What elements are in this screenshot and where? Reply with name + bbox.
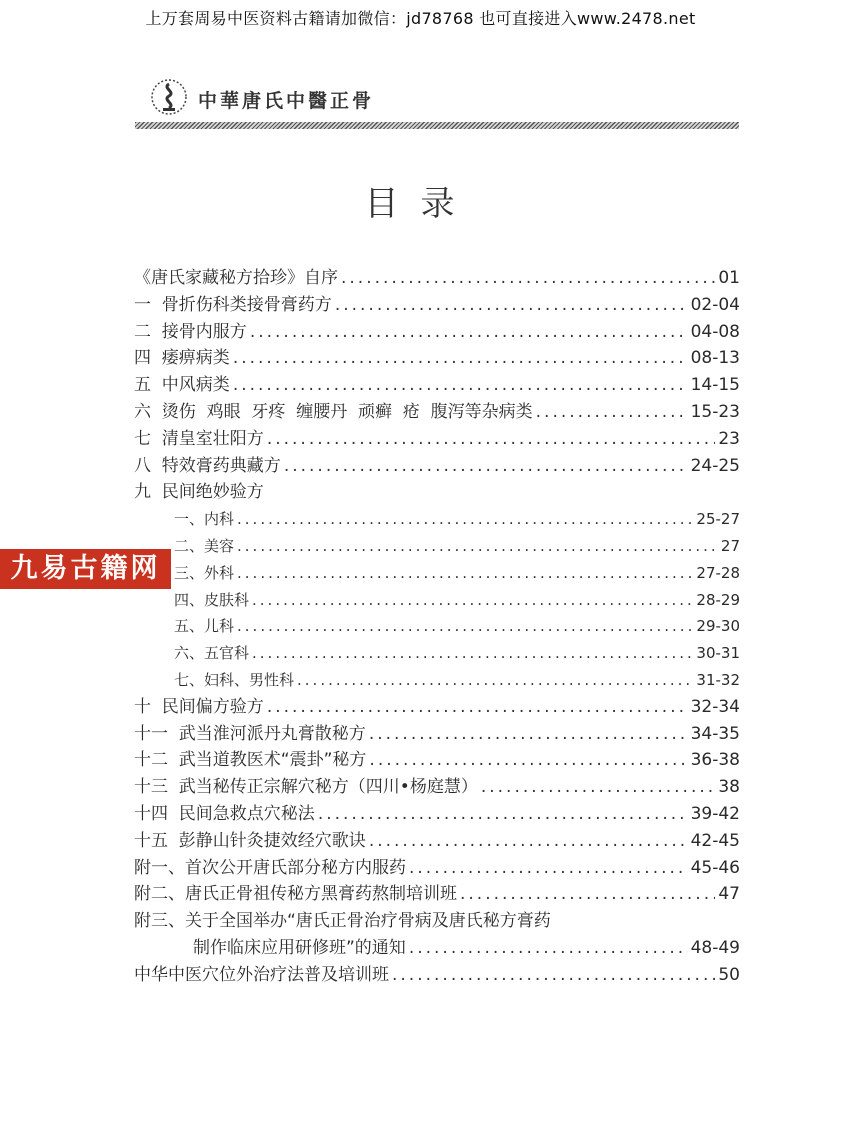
toc-entry-page: 01 bbox=[718, 268, 740, 288]
toc-entry bbox=[174, 588, 740, 612]
toc-entry bbox=[134, 802, 740, 826]
toc-entry bbox=[174, 668, 740, 692]
toc-leader-dots bbox=[237, 561, 693, 585]
toc-leader-dots bbox=[341, 266, 715, 290]
toc-entry-title: 六 烫伤 鸡眼 牙疼 缠腰丹 顽癣 疮 腹泻等杂病类 bbox=[134, 402, 533, 422]
toc-entry-page: 47 bbox=[718, 884, 740, 905]
toc-entry-page: 45-46 bbox=[690, 857, 740, 878]
toc-leader-dots bbox=[460, 882, 715, 906]
toc-entry-page: 42-45 bbox=[690, 830, 740, 851]
toc-leader-dots bbox=[267, 427, 716, 451]
toc-leader-dots bbox=[297, 668, 693, 692]
toc-entry-title: 十五 彭静山针灸捷效经穴歌诀 bbox=[134, 830, 366, 851]
toc-entry-title: 一、内科 bbox=[174, 510, 235, 529]
toc-entry bbox=[134, 882, 740, 906]
toc-entry bbox=[174, 614, 740, 638]
toc-entry-page: 29-30 bbox=[696, 617, 740, 636]
toc-entry-page: 36-38 bbox=[690, 750, 740, 771]
toc-entry-page: 08-13 bbox=[690, 348, 740, 369]
toc-entry bbox=[134, 427, 740, 451]
toc-entry-title: 《唐氏家藏秘方拾珍》自序 bbox=[134, 268, 338, 288]
toc-leader-dots bbox=[318, 802, 688, 826]
toc-entry bbox=[134, 748, 740, 772]
toc-entry-title: 五 中风病类 bbox=[134, 375, 230, 396]
toc-entry-title: 七 清皇室壮阳方 bbox=[134, 428, 264, 449]
toc-entry bbox=[134, 454, 740, 478]
toc-leader-dots bbox=[369, 748, 687, 772]
toc-entry bbox=[134, 346, 740, 370]
toc-leader-dots bbox=[536, 400, 688, 424]
toc-entry bbox=[174, 507, 740, 531]
toc-entry bbox=[174, 641, 740, 665]
toc-leader-dots bbox=[233, 346, 688, 370]
toc-leader-dots bbox=[481, 775, 716, 799]
toc-entry-title: 十三 武当秘传正宗解穴秘方（四川•杨庭慧） bbox=[134, 777, 478, 798]
toc-leader-dots bbox=[237, 534, 718, 558]
toc-leader-dots bbox=[267, 695, 688, 719]
toc-entry-page: 32-34 bbox=[690, 696, 740, 717]
toc-leader-dots bbox=[409, 856, 688, 880]
toc-entry-title: 三、外科 bbox=[174, 563, 235, 582]
toc-entry-page: 34-35 bbox=[690, 723, 740, 744]
toc-entry-title: 十一 武当淮河派丹丸膏散秘方 bbox=[134, 723, 366, 744]
toc-entry bbox=[134, 266, 740, 290]
toc-entry-title: 七、妇科、男性科 bbox=[174, 671, 295, 689]
toc-entry-title: 一 骨折伤科类接骨膏药方 bbox=[134, 294, 332, 315]
watermark-badge: 九易古籍网 bbox=[0, 549, 171, 589]
toc-entry bbox=[134, 293, 740, 317]
toc-entry bbox=[134, 856, 740, 880]
header-title: 中華唐氏中醫正骨 bbox=[198, 90, 375, 112]
toc-entry bbox=[134, 480, 740, 504]
toc-entry-page: 38 bbox=[718, 777, 740, 798]
toc-entry-title: 制作临床应用研修班”的通知 bbox=[193, 938, 406, 958]
toc-leader-dots bbox=[392, 963, 715, 987]
toc-entry-page: 27-28 bbox=[696, 563, 740, 582]
toc-leader-dots bbox=[237, 614, 693, 638]
toc-entry-page: 27 bbox=[720, 537, 740, 555]
toc-entry-title: 十四 民间急救点穴秘法 bbox=[134, 804, 315, 824]
toc-entry-page: 31-32 bbox=[696, 671, 740, 689]
toc-entry-page: 39-42 bbox=[690, 804, 740, 824]
toc-entry-title: 四、皮肤科 bbox=[174, 590, 250, 609]
toc-entry-title: 附二、唐氏正骨祖传秘方黑膏药熬制培训班 bbox=[134, 884, 457, 905]
toc-entry-title: 八 特效膏药典藏方 bbox=[134, 455, 281, 476]
toc-entry bbox=[134, 695, 740, 719]
toc-entry-page: 02-04 bbox=[690, 294, 740, 315]
toc-entry-title: 六、五官科 bbox=[174, 644, 250, 663]
toc-entry-page: 25-27 bbox=[696, 510, 740, 529]
toc-entry-page: 48-49 bbox=[690, 938, 740, 958]
toc-entry bbox=[134, 963, 740, 987]
toc-leader-dots bbox=[252, 641, 693, 665]
toc-entry bbox=[134, 909, 740, 933]
toc-entry bbox=[174, 561, 740, 585]
toc-entry-title: 附三、关于全国举办“唐氏正骨治疗骨病及唐氏秘方膏药 bbox=[134, 911, 551, 932]
toc-entry bbox=[134, 829, 740, 853]
toc-entry-page: 28-29 bbox=[696, 590, 740, 609]
toc-entry bbox=[134, 775, 740, 799]
toc-leader-dots bbox=[233, 373, 688, 397]
toc-entry-title: 九 民间绝妙验方 bbox=[134, 482, 264, 503]
toc-entry-page: 30-31 bbox=[696, 644, 740, 663]
toc-entry-title: 五、儿科 bbox=[174, 617, 235, 636]
toc-entry-page: 23 bbox=[718, 428, 740, 449]
toc-entry-title: 二、美容 bbox=[174, 537, 235, 555]
toc-entry bbox=[134, 320, 740, 344]
toc-leader-dots bbox=[369, 829, 688, 853]
toc-entry-page: 24-25 bbox=[690, 455, 740, 476]
toc-entry-title: 中华中医穴位外治疗法普及培训班 bbox=[134, 964, 389, 985]
toc-entry bbox=[193, 936, 740, 960]
toc-entry bbox=[134, 400, 740, 424]
toc-entry-page: 15-23 bbox=[690, 402, 740, 422]
toc-entry-page: 14-15 bbox=[690, 375, 740, 396]
toc-entry-title: 十二 武当道教医术“震卦”秘方 bbox=[134, 750, 367, 771]
toc-entry-title: 二 接骨内服方 bbox=[134, 321, 247, 342]
toc-leader-dots bbox=[252, 588, 693, 612]
toc-entry-page: 50 bbox=[718, 964, 740, 985]
toc-leader-dots bbox=[409, 936, 688, 960]
toc-entry-title: 附一、首次公开唐氏部分秘方内服药 bbox=[134, 857, 406, 878]
toc-leader-dots bbox=[335, 293, 688, 317]
toc-leader-dots bbox=[369, 722, 688, 746]
toc-entry bbox=[174, 534, 740, 558]
toc-leader-dots bbox=[284, 454, 688, 478]
toc-entry bbox=[134, 722, 740, 746]
toc-leader-dots bbox=[237, 507, 693, 531]
toc-entry bbox=[134, 373, 740, 397]
page-title: 目录 bbox=[364, 184, 477, 224]
toc-leader-dots bbox=[250, 320, 688, 344]
toc-entry-title: 十 民间偏方验方 bbox=[134, 696, 264, 717]
toc-entry-title: 四 痿痹病类 bbox=[134, 348, 230, 369]
toc-entry-page: 04-08 bbox=[690, 321, 740, 342]
top-banner: 上万套周易中医资料古籍请加微信：jd78768 也可直接进入www.2478.net bbox=[145, 9, 696, 28]
